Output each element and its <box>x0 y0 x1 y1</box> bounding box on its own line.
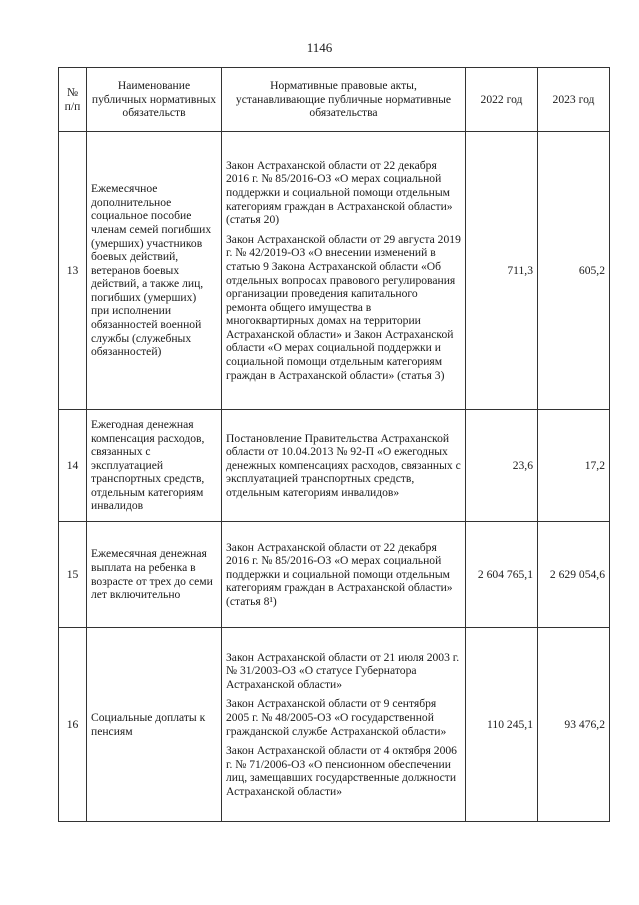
value-2023: 17,2 <box>538 410 610 522</box>
table-row <box>59 628 610 822</box>
act-text: Закон Астраханской области от 4 октября 2006 г. № 71/2006-ОЗ «О пенсионном обеспечении лиц, замещавших государственные должности Астраханской области» <box>226 744 457 798</box>
table-row <box>59 410 610 522</box>
value-2023: 93 476,2 <box>538 628 610 822</box>
table-header-row <box>59 68 610 132</box>
header-name: Наименование публичных нормативных обязательств <box>87 68 222 132</box>
row-num: 15 <box>59 522 87 628</box>
value-2022: 711,3 <box>466 132 538 410</box>
table-row <box>59 522 610 628</box>
value-2023: 605,2 <box>538 132 610 410</box>
row-name: Ежемесячная денежная выплата на ребенка в возрасте от трех до семи лет включительно <box>87 522 222 628</box>
header-2022: 2022 год <box>466 68 538 132</box>
row-num: 14 <box>59 410 87 522</box>
header-2023: 2023 год <box>538 68 610 132</box>
row-acts <box>222 628 466 822</box>
page-number: 1146 <box>306 40 333 55</box>
act-text: Закон Астраханской области от 22 декабря 2016 г. № 85/2016-ОЗ «О мерах социальной поддержки и социальной помощи отдельным категориям граждан в Астраханской области» (статья 20) <box>226 158 453 227</box>
row-name: Ежемесячное дополнительное социальное пособие членам семей погибших (умерших) участников боевых действий, ветеранов боевых действий, а также лиц, погибших (умерших) при исполнении обязанностей военной службы (служебных обязанностей) <box>87 132 222 410</box>
header-acts: Нормативные правовые акты, устанавливающие публичные нормативные обязательства <box>222 68 466 132</box>
table-row <box>59 132 610 410</box>
row-num: 13 <box>59 132 87 410</box>
header-num: № п/п <box>59 68 87 132</box>
act-text: Закон Астраханской области от 21 июля 2003 г. № 31/2003-ОЗ «О статусе Губернатора Астраханской области» <box>226 650 460 691</box>
value-2023: 2 629 054,6 <box>538 522 610 628</box>
row-name: Ежегодная денежная компенсация расходов, связанных с эксплуатацией транспортных средств, отдельным категориям инвалидов <box>87 410 222 522</box>
row-num: 16 <box>59 628 87 822</box>
act-text: Закон Астраханской области от 29 августа 2019 г. № 42/2019-ОЗ «О внесении изменений в статью 9 Закона Астраханской области «Об отдельных вопросах правового регулирования организации проведения капитального ремонта общего имущества в многоквартирных домах на территории Астраханской области» и Закон Астраханской области «О мерах социальной поддержки и социальной помощи отдельным категориям граждан в Астраханской области» (статья 3) <box>226 232 461 382</box>
row-acts <box>222 410 466 522</box>
value-2022: 2 604 765,1 <box>466 522 538 628</box>
obligations-table <box>58 67 610 822</box>
act-text: Постановление Правительства Астраханской области от 10.04.2013 № 92-П «О ежегодных денежных компенсациях расходов, связанных с эксплуатацией транспортных средств, отдельным категориям инвалидов» <box>226 431 461 499</box>
row-acts <box>222 522 466 628</box>
row-acts <box>222 132 466 410</box>
value-2022: 23,6 <box>466 410 538 522</box>
row-name: Социальные доплаты к пенсиям <box>87 628 222 822</box>
value-2022: 110 245,1 <box>466 628 538 822</box>
act-text: Закон Астраханской области от 9 сентября 2005 г. № 48/2005-ОЗ «О государственной гражданской службе Астраханской области» <box>226 697 447 738</box>
act-text: Закон Астраханской области от 22 декабря 2016 г. № 85/2016-ОЗ «О мерах социальной поддержки и социальной помощи отдельным категориям граждан в Астраханской области» (статья 8¹) <box>226 540 453 608</box>
